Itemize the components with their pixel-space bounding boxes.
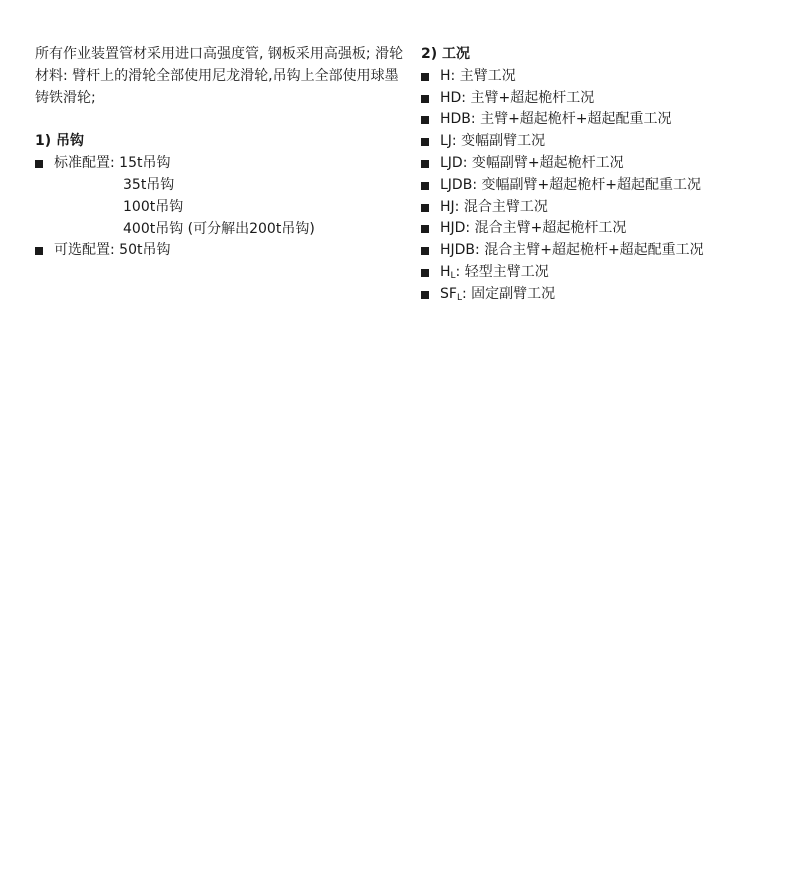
square-bullet-icon [421,116,429,124]
condition-code: SF [440,285,457,302]
standard-label: 标准配置: [54,155,120,172]
left-column [35,44,405,262]
optional-item: 50t吊钩 [119,242,171,259]
list-item [421,218,781,240]
hook-heading: 1) 吊钩 [35,133,85,150]
standard-item: 15t吊钩 [119,155,171,172]
list-item-hl [421,262,781,284]
list-item-standard-cont [35,197,405,219]
list-item [421,109,781,131]
list-item [421,88,781,110]
condition-text: LJD: 变幅副臂+超起桅杆工况 [440,154,624,171]
condition-text: HJ: 混合主臂工况 [440,198,548,215]
condition-text: : 固定副臂工况 [461,285,556,302]
condition-code: H [440,263,451,280]
condition-text: HJDB: 混合主臂+超起桅杆+超起配重工况 [440,242,704,259]
list-item-standard [35,153,405,175]
condition-text: H: 主臂工况 [440,67,516,84]
square-bullet-icon [421,247,429,255]
list-item [421,175,781,197]
square-bullet-icon [35,247,43,255]
condition-code-subscript: L [450,270,456,281]
list-item [421,197,781,219]
square-bullet-icon [421,160,429,168]
square-bullet-icon [421,182,429,190]
condition-text: : 轻型主臂工况 [455,263,549,280]
list-item-standard-cont [35,219,405,241]
optional-label: 可选配置: [54,242,120,259]
standard-item: 400t吊钩 (可分解出200t吊钩) [123,220,315,237]
list-item-optional [35,240,405,262]
square-bullet-icon [421,138,429,146]
square-bullet-icon [421,291,429,299]
condition-text: HD: 主臂+超起桅杆工况 [440,89,595,106]
condition-text: HDB: 主臂+超起桅杆+超起配重工况 [440,111,672,128]
square-bullet-icon [421,73,429,81]
square-bullet-icon [35,160,43,168]
intro-paragraph: 所有作业装置管材采用进口高强度管, 钢板采用高强板; 滑轮材料: 臂杆上的滑轮全部使用尼龙滑轮,吊钩上全部使用球墨铸铁滑轮; [35,46,404,106]
list-item [421,66,781,88]
list-item [421,153,781,175]
square-bullet-icon [421,269,429,277]
condition-text: HJD: 混合主臂+超起桅杆工况 [440,220,627,237]
standard-item: 100t吊钩 [123,198,184,215]
list-item [421,240,781,262]
conditions-heading: 2) 工况 [421,46,471,62]
right-column [421,44,781,306]
condition-text: LJDB: 变幅副臂+超起桅杆+超起配重工况 [440,176,701,193]
hook-list [35,153,405,262]
square-bullet-icon [421,95,429,103]
list-item-standard-cont [35,175,405,197]
conditions-list [421,66,781,306]
square-bullet-icon [421,204,429,212]
condition-text: LJ: 变幅副臂工况 [440,133,546,150]
list-item-sfl [421,284,781,306]
list-item [421,131,781,153]
standard-item: 35t吊钩 [123,176,175,193]
square-bullet-icon [421,225,429,233]
condition-code-subscript: L [456,292,462,303]
